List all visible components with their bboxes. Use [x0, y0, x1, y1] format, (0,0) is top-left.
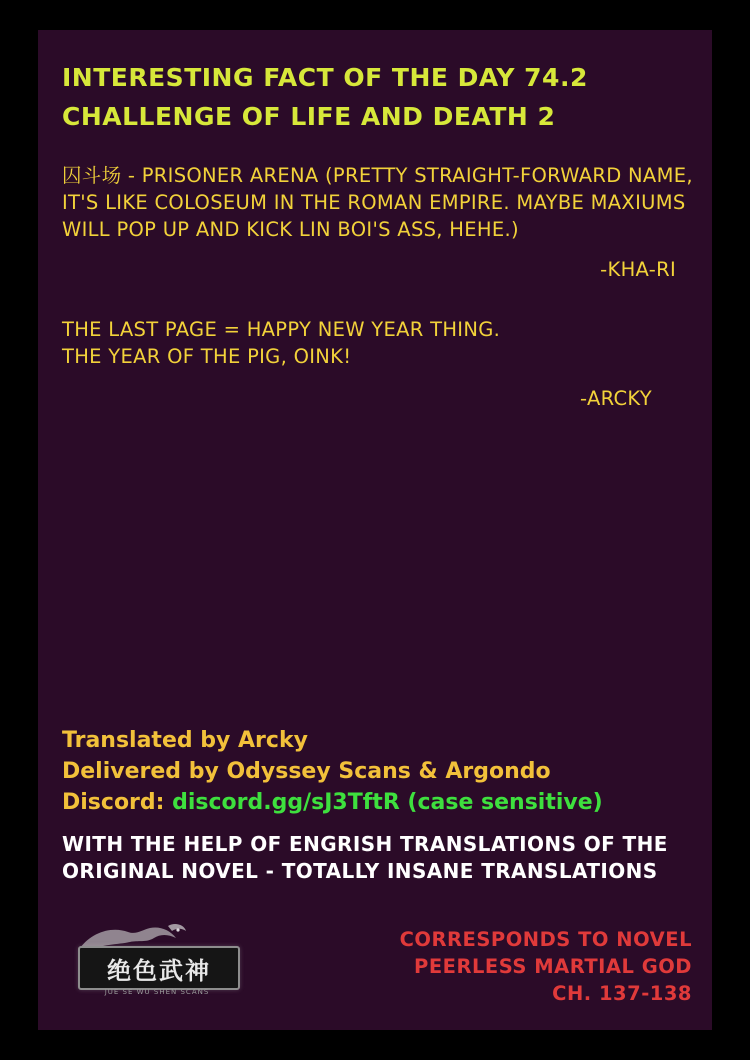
note-1-line-2: IT'S LIKE COLOSEUM IN THE ROMAN EMPIRE. MAYBE MAXIUMS: [62, 190, 686, 214]
translated-by-line: Translated by Arcky: [62, 728, 308, 753]
translator-note-1: [62, 163, 694, 244]
note-1-line-3: WILL POP UP AND KICK LIN BOI'S ASS, HEHE.): [62, 217, 519, 241]
note-2-line-1: THE LAST PAGE = HAPPY NEW YEAR THING.: [62, 317, 501, 341]
note-1-line-1: 囚斗场 - PRISONER ARENA (PRETTY STRAIGHT-FORWARD NAME,: [62, 164, 693, 187]
content-panel: [38, 30, 712, 1030]
credits-section: [62, 725, 694, 884]
page-title-line-1: INTERESTING FACT OF THE DAY 74.2: [62, 63, 588, 92]
note-1-signature: -KHA-RI: [600, 257, 676, 281]
logo-title-box: [78, 946, 240, 990]
logo-subtitle: JUE SE WU SHEN SCANS: [104, 988, 210, 996]
help-note-line-2: ORIGINAL NOVEL - TOTALLY INSANE TRANSLATIONS: [62, 858, 658, 883]
delivered-by-line: Delivered by Odyssey Scans & Argondo: [62, 759, 551, 785]
logo-title: 绝色武神: [107, 956, 211, 985]
corresponds-line-1: CORRESPONDS TO NOVEL: [399, 928, 692, 952]
notes-section: [62, 62, 694, 410]
note-2-line-2: THE YEAR OF THE PIG, OINK!: [62, 344, 352, 368]
help-note: [62, 831, 694, 885]
note-2-signature: -ARCKY: [580, 386, 652, 410]
discord-line: [62, 787, 694, 818]
page-title-line-2: CHALLENGE OF LIFE AND DEATH 2: [62, 101, 556, 131]
discord-label: Discord:: [62, 790, 173, 816]
logo-badge: [66, 916, 256, 1008]
corresponds-line-3: CH. 137-138: [552, 982, 692, 1006]
scanlation-group-logo: [66, 916, 256, 1008]
corresponds-line-2: PEERLESS MARTIAL GOD: [414, 955, 692, 979]
corresponds-note: [400, 927, 692, 1008]
discord-link[interactable]: discord.gg/sJ3TftR (case sensitive): [172, 790, 603, 816]
translator-note-2: [62, 317, 694, 371]
help-note-line-1: WITH THE HELP OF ENGRISH TRANSLATIONS OF THE: [62, 831, 668, 856]
